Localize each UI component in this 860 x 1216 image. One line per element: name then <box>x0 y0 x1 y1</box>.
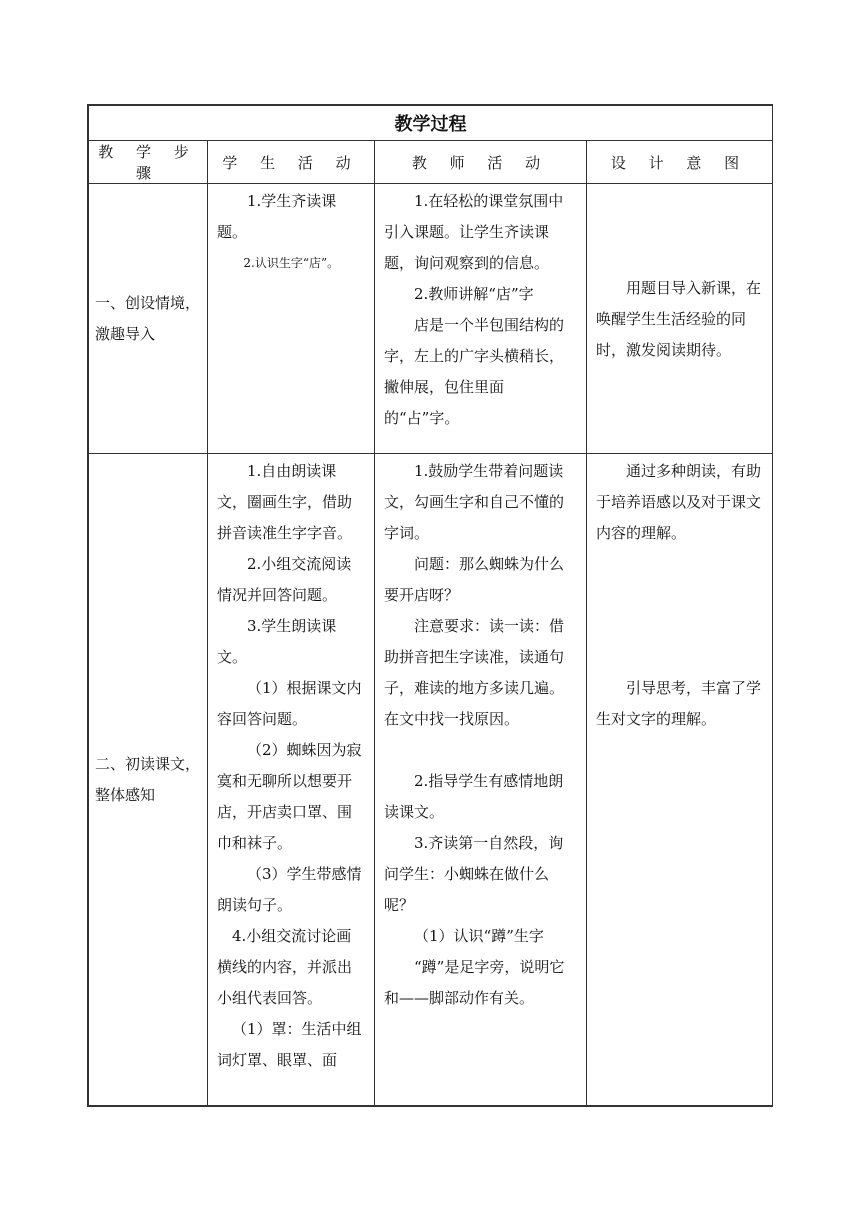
design-intent-cell <box>587 454 773 1106</box>
design-intent-cell <box>587 184 773 454</box>
step-label <box>89 454 208 1106</box>
teaching-process-table <box>87 104 773 1107</box>
step-text: 二、初读课文，整体感知 <box>95 754 201 804</box>
spacer <box>596 580 764 611</box>
spacer <box>596 611 764 642</box>
table-row <box>89 454 773 1106</box>
header-design-intent: 设 计 意 图 <box>587 141 773 184</box>
spacer <box>596 549 764 580</box>
intent-item: 用题目导入新课，在唤醒学生生活经验的同时，激发阅读期待。 <box>596 279 762 359</box>
intent-item: 引导思考，丰富了学生对文字的理解。 <box>596 679 762 728</box>
student-item: 1.学生齐读课题。 <box>217 192 337 241</box>
header-teacher-activities: 教 师 活 动 <box>375 141 587 184</box>
student-item: 1.自由朗读课文，圈画生字，借助拼音读准生字字音。 <box>217 462 353 542</box>
table-row <box>89 184 773 454</box>
student-activity-cell <box>208 454 375 1106</box>
teacher-item: 1.鼓励学生带着问题读文，勾画生字和自己不懂的字词。 <box>384 462 565 542</box>
header-student-activities: 学 生 活 动 <box>208 141 375 184</box>
teacher-item: “蹲”是足字旁，说明它和——脚部动作有关。 <box>384 958 565 1007</box>
teacher-item: 注意要求：读一读：借助拼音把生字读准，读通句子，难读的地方多读几遍。在文中找一找原因。 <box>384 617 565 728</box>
student-item: 4.小组交流讨论画横线的内容，并派出小组代表回答。 <box>217 927 353 1007</box>
student-item: （3）学生带感情朗读句子。 <box>217 865 362 914</box>
student-activity-cell <box>208 184 375 454</box>
student-item: （2）蜘蛛因为寂寞和无聊所以想要开店，开店卖口罩、围巾和袜子。 <box>217 741 362 852</box>
teacher-item: 店是一个半包围结构的字，左上的广字头横稍长，撇伸展，包住里面的“占”字。 <box>384 316 565 427</box>
spacer <box>384 735 578 766</box>
student-item: （1）罩：生活中组词灯罩、眼罩、面 <box>217 1020 362 1069</box>
teacher-item: 3.齐读第一自然段，询问学生：小蜘蛛在做什么呢？ <box>384 834 564 914</box>
student-item: 3.学生朗读课文。 <box>217 617 337 666</box>
teacher-item: 1.在轻松的课堂氛围中引入课题。让学生齐读课题，询问观察到的信息。 <box>384 192 564 272</box>
student-item: 2.认识生字“店”。 <box>243 256 340 270</box>
student-item: （1）根据课文内容回答问题。 <box>217 679 362 728</box>
student-item: 2.小组交流阅读情况并回答问题。 <box>217 555 352 604</box>
teacher-activity-cell <box>375 454 587 1106</box>
table-title: 教学过程 <box>89 106 773 141</box>
intent-item: 通过多种朗读，有助于培养语感以及对于课文内容的理解。 <box>596 462 762 542</box>
teacher-item: （1）认识“蹲”生字 <box>414 927 544 945</box>
step-text: 一、创设情境，激趣导入 <box>95 293 201 343</box>
step-label <box>89 184 208 454</box>
spacer <box>596 642 764 673</box>
teacher-item: 2.指导学生有感情地朗读课文。 <box>384 772 564 821</box>
teacher-item: 2.教师讲解“店”字 <box>414 285 534 303</box>
teacher-item: 问题：那么蜘蛛为什么要开店呀？ <box>384 555 565 604</box>
header-teaching-steps: 教 学 步 骤 <box>89 141 208 184</box>
teacher-activity-cell <box>375 184 587 454</box>
